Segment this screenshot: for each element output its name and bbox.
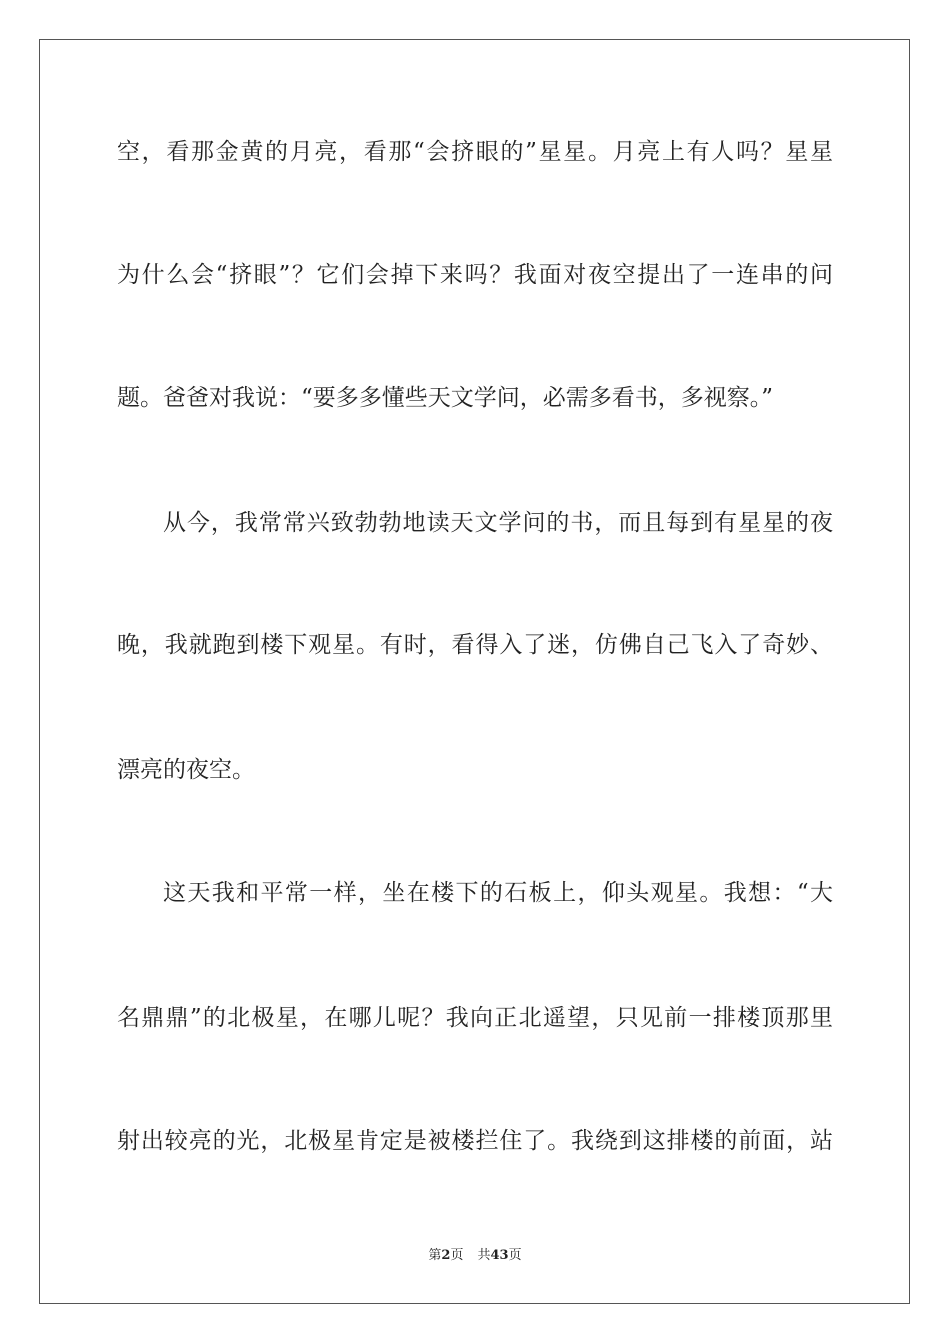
text-line-5: 晚，我就跑到楼下观星。有时，看得入了迷，仿佛自己飞入了奇妙、 — [117, 632, 833, 658]
footer-page-number: 2 — [441, 1248, 451, 1263]
page-border — [39, 39, 910, 1304]
footer-total-prefix: 共 — [477, 1248, 491, 1263]
text-line-4: 从今，我常常兴致勃勃地读天文学问的书，而且每到有星星的夜 — [163, 510, 833, 536]
text-line-6: 漂亮的夜空。 — [117, 757, 255, 783]
text-line-3: 题。爸爸对我说：“要多多懂些天文学问，必需多看书，多视察。” — [117, 385, 774, 411]
text-line-8: 名鼎鼎”的北极星，在哪儿呢？我向正北遥望，只见前一排楼顶那里 — [117, 1005, 833, 1031]
footer-page-suffix: 页 — [450, 1248, 464, 1263]
page-footer — [0, 1247, 950, 1265]
text-line-7: 这天我和平常一样，坐在楼下的石板上，仰头观星。我想：“大 — [163, 880, 833, 906]
text-line-1: 空，看那金黄的月亮，看那“会挤眼的”星星。月亮上有人吗？星星 — [117, 139, 833, 165]
text-line-9: 射出较亮的光，北极星肯定是被楼拦住了。我绕到这排楼的前面，站 — [117, 1128, 833, 1154]
footer-page-prefix: 第 — [428, 1248, 442, 1263]
footer-total-suffix: 页 — [508, 1248, 522, 1263]
footer-total-pages: 43 — [490, 1248, 509, 1263]
text-line-2: 为什么会“挤眼”？它们会掉下来吗？我面对夜空提出了一连串的问 — [117, 262, 833, 288]
